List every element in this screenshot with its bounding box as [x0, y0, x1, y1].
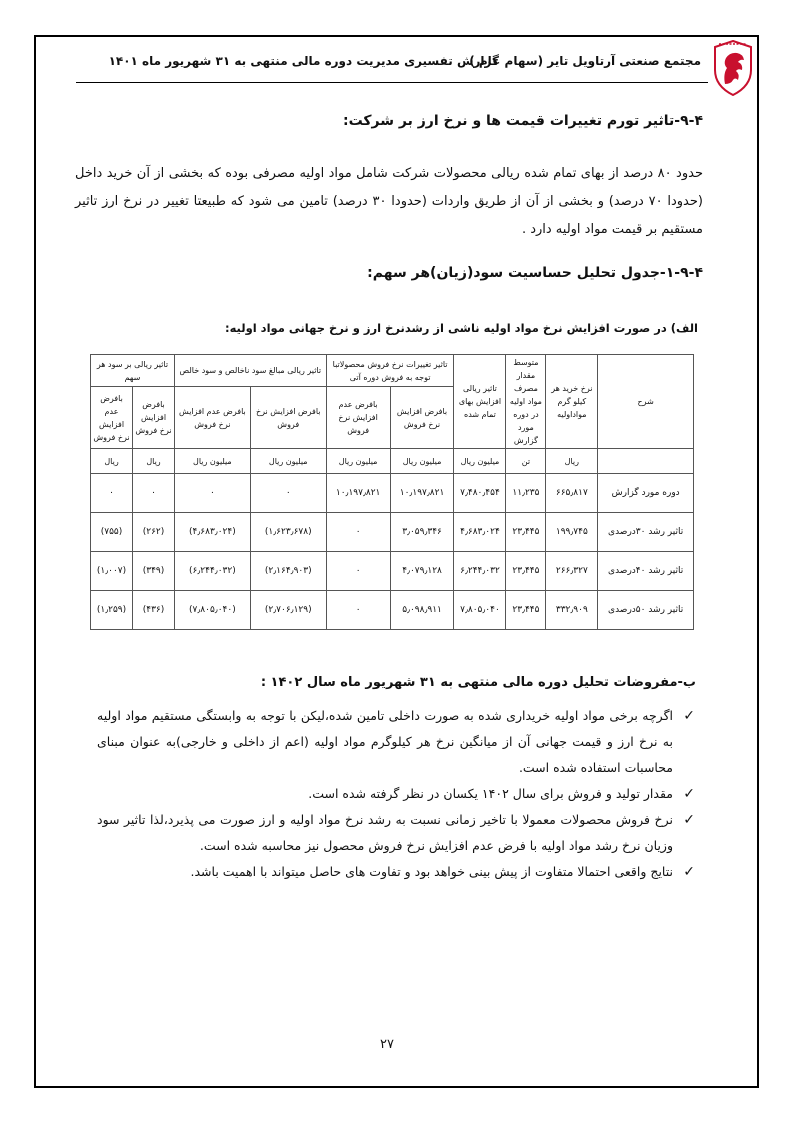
table-row [91, 552, 694, 591]
assumptions-title: ب-مفروضات تحلیل دوره مالی منتهی به ۳۱ شهریور ماه سال ۱۴۰۲ : [260, 675, 696, 690]
table-cell: (۴۳۶) [133, 591, 175, 630]
table-cell: ۱۰٫۱۹۷٫۸۲۱ [390, 474, 454, 513]
table-cell: ۳۳۲٫۹۰۹ [546, 591, 598, 630]
table-cell: ۰ [326, 552, 390, 591]
unit-cell: میلیون ریال [390, 449, 454, 474]
sensitivity-table [90, 354, 694, 630]
unit-cell [598, 449, 694, 474]
table-cell: (۴٫۶۸۳٫۰۲۴) [174, 513, 250, 552]
table-cell: ۷٫۸۰۵٫۰۴۰ [454, 591, 506, 630]
table-units-row [91, 449, 694, 474]
checkmark-icon: ✓ [683, 864, 695, 880]
page-number: ۲۷ [380, 1037, 394, 1052]
table-cell: (۲۶۲) [133, 513, 175, 552]
table-cell: ۰ [133, 474, 175, 513]
table-row [91, 513, 694, 552]
table-cell: ۱۰٫۱۹۷٫۸۲۱ [326, 474, 390, 513]
assumptions-list [97, 703, 697, 885]
list-item [97, 859, 697, 885]
list-item [97, 703, 697, 781]
list-item-text: نرخ فروش محصولات معمولا با تاخیر زمانی نسبت به رشد نرخ مواد اولیه و ارز صورت می پذیرد،لذا تاثیر سود وزیان نرخ رشد مواد اولیه با فرض عدم افزایش نرخ فروش محصول نیز محاسبه شده است. [97, 812, 673, 853]
table-cell: ۱۱٫۲۳۵ [506, 474, 546, 513]
table-cell: (۷٫۸۰۵٫۰۴۰) [174, 591, 250, 630]
table-cell: ۰ [326, 513, 390, 552]
table-cell: (۱٫۶۲۳٫۶۷۸) [250, 513, 326, 552]
sub-eps-inc: بافرض افزایش نرخ فروش [133, 387, 175, 449]
table-cell: (۷۵۵) [91, 513, 133, 552]
unit-cell: میلیون ریال [326, 449, 390, 474]
row-label: تاثیر رشد ۵۰درصدی [598, 591, 694, 630]
table-cell: ۶٫۲۴۴٫۰۳۲ [454, 552, 506, 591]
intro-paragraph: حدود ۸۰ درصد از بهای تمام شده ریالی محصولات شرکت شامل مواد اولیه مصرفی بوده که بخشی از آن خرید داخل (حدودا ۷۰ درصد) و بخشی از آن از طریق واردات (حدودا ۳۰ درصد) تامین می شود که طبیعتا تغییر در نرخ ارز تاثیر مستقیم بر قیمت مواد اولیه دارد . [75, 166, 703, 237]
unit-cell: میلیون ریال [174, 449, 250, 474]
sub-eps-noinc: بافرض عدم افزایش نرخ فروش [91, 387, 133, 449]
unit-cell: میلیون ریال [250, 449, 326, 474]
table-cell: ۲۶۶٫۳۲۷ [546, 552, 598, 591]
table-cell: ۰ [326, 591, 390, 630]
section-title: ۹-۴-تاثیر تورم تغییرات قیمت ها و نرخ ارز بر شرکت: [342, 113, 703, 129]
col-avg-usage: متوسط مقدار مصرف مواد اولیه در دوره مورد گزارش [506, 355, 546, 449]
table-cell: (۲٫۱۶۴٫۹۰۳) [250, 552, 326, 591]
sub-sales-noinc: بافرض عدم افزایش نرخ فروش [326, 387, 390, 449]
table-cell: (۲٫۷۰۶٫۱۲۹) [250, 591, 326, 630]
checkmark-icon: ✓ [683, 708, 695, 724]
list-item-text: اگرچه برخی مواد اولیه خریداری شده به صورت داخلی تامین شده،لیکن با توجه به وابستگی مستقیم مواد اولیه به نرخ ارز و قیمت جهانی آن از میانگین نرخ هر کیلوگرم مواد اولیه (اعم از داخلی و خارجی)به عنوان مبنای محاسبات استفاده شده است. [97, 708, 673, 775]
list-item-text: نتایج واقعی احتمالا متفاوت از پیش بینی خواهد بود و تفاوت های حاصل میتواند با اهمیت باشد. [190, 864, 673, 879]
checkmark-icon: ✓ [683, 786, 695, 802]
table-cell: (۳۴۹) [133, 552, 175, 591]
table-cell: (۱٫۰۰۷) [91, 552, 133, 591]
unit-cell: میلیون ریال [454, 449, 506, 474]
table-cell: ۲۳٫۴۴۵ [506, 591, 546, 630]
col-profit-impact: تاثیر ریالی مبالغ سود ناخالص و سود خالص [174, 355, 326, 387]
header-report-title: گزارش تفسیری مدیریت دوره مالی منتهی به ۳۱ شهریور ماه ۱۴۰۱ [108, 54, 499, 68]
unit-cell: تن [506, 449, 546, 474]
checkmark-icon: ✓ [683, 812, 695, 828]
list-item [97, 807, 697, 859]
table-header-row [91, 355, 694, 387]
header-company: مجتمع صنعتی آرتاویل تایر (سهام عام ) [469, 54, 701, 68]
table-cell: ۶۶۵٫۸۱۷ [546, 474, 598, 513]
list-item-text: مقدار تولید و فروش برای سال ۱۴۰۲ یکسان در نظر گرفته شده است. [308, 786, 673, 801]
col-cost-impact: تاثیر ریالی افزایش بهای تمام شده [454, 355, 506, 449]
table-row [91, 474, 694, 513]
sub-sales-inc: بافرض افزایش نرخ فروش [390, 387, 454, 449]
row-label: تاثیر رشد ۴۰درصدی [598, 552, 694, 591]
col-rate: نرخ خرید هر کیلو گرم مواداولیه [546, 355, 598, 449]
sub-profit-noinc: بافرض عدم افزایش نرخ فروش [174, 387, 250, 449]
table-cell: ۷٫۴۸۰٫۴۵۴ [454, 474, 506, 513]
col-eps-impact: تاثیر ریالی بر سود هر سهم [91, 355, 175, 387]
subsection-title: ۱-۹-۴-جدول تحلیل حساسیت سود(زیان)هر سهم: [367, 265, 703, 281]
table-cell: ۴٫۰۷۹٫۱۲۸ [390, 552, 454, 591]
table-cell: ۰ [91, 474, 133, 513]
table-cell: ۱۹۹٫۷۴۵ [546, 513, 598, 552]
list-item [97, 781, 697, 807]
col-desc: شرح [598, 355, 694, 449]
table-cell: ۲۳٫۴۴۵ [506, 513, 546, 552]
row-label: دوره مورد گزارش [598, 474, 694, 513]
unit-cell: ریال [546, 449, 598, 474]
table-cell: (۱٫۲۵۹) [91, 591, 133, 630]
table-cell: (۶٫۲۴۴٫۰۳۲) [174, 552, 250, 591]
table-cell: ۴٫۶۸۳٫۰۲۴ [454, 513, 506, 552]
row-label: تاثیر رشد ۳۰درصدی [598, 513, 694, 552]
table-cell: ۲۳٫۴۴۵ [506, 552, 546, 591]
table-cell: ۰ [250, 474, 326, 513]
unit-cell: ریال [133, 449, 175, 474]
table-cell: ۰ [174, 474, 250, 513]
sub-profit-inc: بافرض افزایش نرخ فروش [250, 387, 326, 449]
table-row [91, 591, 694, 630]
table-cell: ۵٫۰۹۸٫۹۱۱ [390, 591, 454, 630]
table-cell: ۳٫۰۵۹٫۳۴۶ [390, 513, 454, 552]
unit-cell: ریال [91, 449, 133, 474]
col-sales-impact: تاثیر تغییرات نرخ فروش محصولاتبا توجه به فروش دوره آتی [326, 355, 454, 387]
table-caption: الف) در صورت افزایش نرخ مواد اولیه ناشی از رشدنرخ ارز و نرخ جهانی مواد اولیه: [224, 321, 698, 335]
